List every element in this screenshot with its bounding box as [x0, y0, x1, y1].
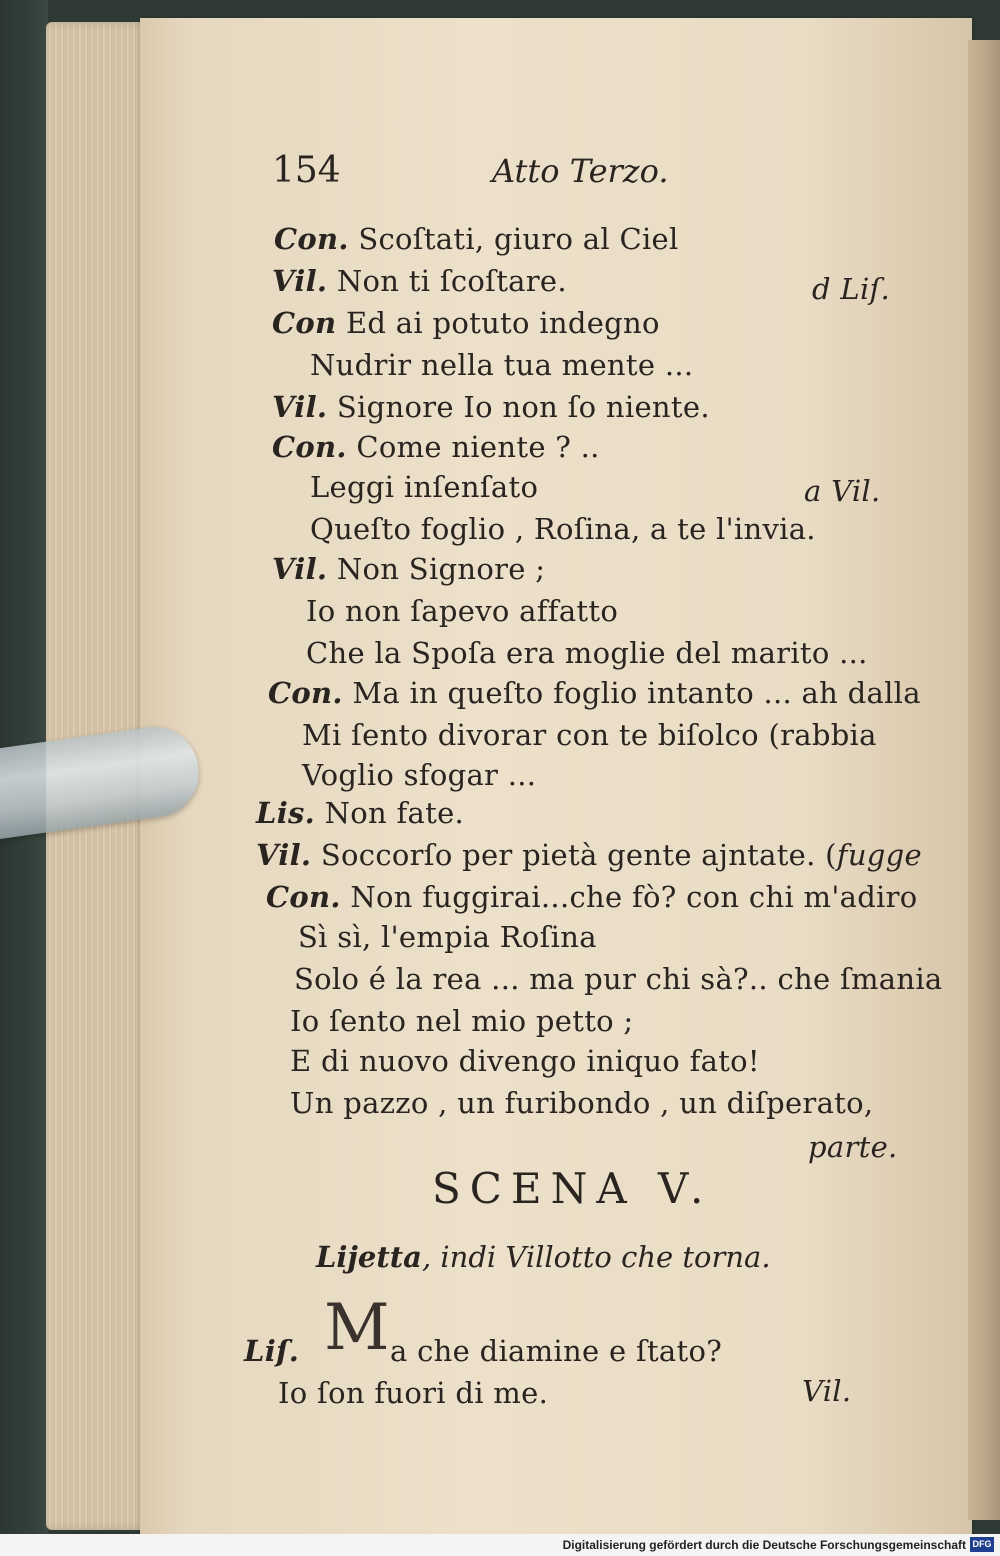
- verse-line: Vil. Non Signore ;: [272, 552, 546, 586]
- verse-line: Voglio sfogar ...: [302, 758, 537, 792]
- stage-direction: a Vil.: [804, 474, 881, 508]
- verse-line: Queſto foglio , Roſina, a te l'invia.: [310, 512, 816, 546]
- verse-line: Vil. Non ti ſcoſtare.: [272, 264, 567, 298]
- verse-line: Che la Spoſa era moglie del marito ...: [306, 636, 868, 670]
- page-number: 154: [272, 150, 341, 191]
- verse-line: Solo é la rea ... ma pur chi sà?.. che ſmania: [294, 962, 943, 996]
- verse-line: Un pazzo , un furibondo , un diſperato,: [290, 1086, 874, 1120]
- verse-line: Io ſon fuori di me.: [278, 1376, 549, 1410]
- catchword: Vil.: [802, 1374, 852, 1408]
- running-title: Atto Terzo.: [492, 152, 669, 190]
- verse-line: Con. Non fuggirai...che fò? con chi m'adiro: [266, 880, 918, 914]
- verse-line: Io non ſapevo affatto: [306, 594, 619, 628]
- scene-title: SCENA V.: [432, 1164, 713, 1213]
- verse-line: a che diamine e ſtato?: [390, 1334, 723, 1368]
- stage-direction: parte.: [808, 1130, 898, 1164]
- verse-line: Vil. Signore Io non ſo niente.: [272, 390, 710, 424]
- verse-line: Vil. Soccorſo per pietà gente ajntate. (fugge: [256, 838, 922, 872]
- dfg-logo: DFG: [970, 1537, 994, 1552]
- funding-credit: Digitalisierung gefördert durch die Deutsche Forschungsgemeinschaft: [562, 1538, 966, 1552]
- verse-line: E di nuovo divengo iniquo fato!: [290, 1044, 760, 1078]
- verse-line: Mi ſento divorar con te biſolco (rabbia: [302, 718, 877, 752]
- scene-subtitle: Lijetta, indi Villotto che torna.: [316, 1240, 771, 1274]
- verse-line: Liſ.: [244, 1334, 300, 1368]
- verse-line: Con. Ma in queſto foglio intanto ... ah dalla: [268, 676, 921, 710]
- page-gutter: [968, 40, 1000, 1520]
- stage-direction: d Liſ.: [812, 272, 891, 306]
- verse-line: Lis. Non fate.: [256, 796, 465, 830]
- verse-line: Sì sì, l'empia Roſina: [298, 920, 597, 954]
- verse-line: Con Ed ai potuto indegno: [272, 306, 660, 340]
- verse-line: Leggi inſenſato: [310, 470, 539, 504]
- verse-line: Nudrir nella tua mente ...: [310, 348, 694, 382]
- verse-line: Con. Come niente ? ..: [272, 430, 600, 464]
- drop-cap: M: [324, 1291, 390, 1365]
- verse-line: Con. Scoſtati, giuro al Ciel: [274, 222, 679, 256]
- verse-line: Io ſento nel mio petto ;: [290, 1004, 634, 1038]
